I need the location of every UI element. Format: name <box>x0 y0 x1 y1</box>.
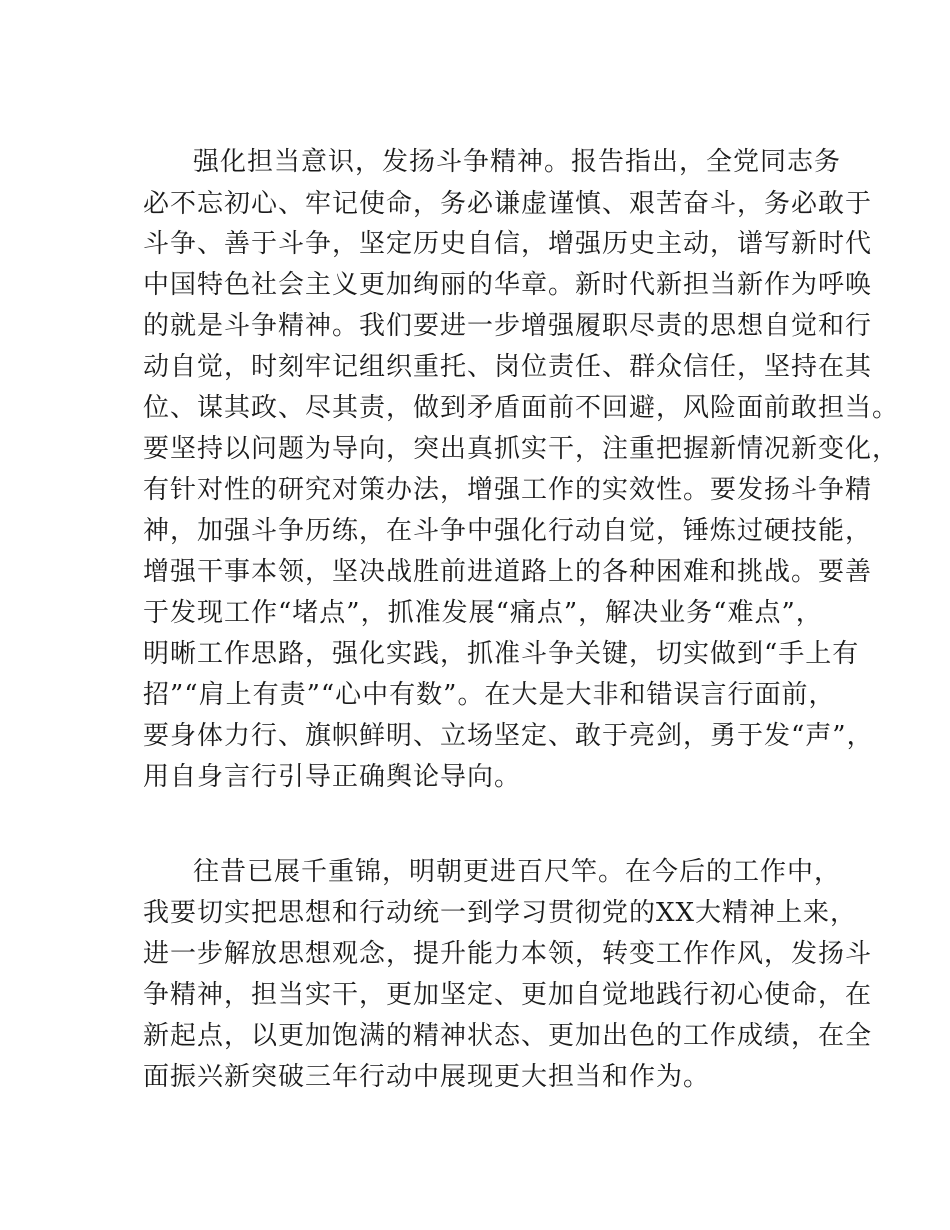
text-line: 进一步解放思想观念，提升能力本领，转变工作作风，发扬斗 <box>143 939 873 969</box>
text-line: 神，加强斗争历练，在斗争中强化行动自觉，锤炼过硬技能， <box>143 516 873 546</box>
text-line: 的就是斗争精神。我们要进一步增强履职尽责的思想自觉和行 <box>143 311 873 341</box>
text-line: 要坚持以问题为导向，突出真抓实干，注重把握新情况新变化， <box>143 434 900 464</box>
text-line: 有针对性的研究对策办法，增强工作的实效性。要发扬斗争精 <box>143 475 873 505</box>
text-line: 招”“肩上有责”“心中有数”。在大是大非和错误言行面前， <box>143 680 836 710</box>
text-line: 新起点，以更加饱满的精神状态、更加出色的工作成绩，在全 <box>143 1021 873 1051</box>
text-line: 争精神，担当实干，更加坚定、更加自觉地践行初心使命，在 <box>143 980 873 1010</box>
text-line: 面振兴新突破三年行动中展现更大担当和作为。 <box>143 1062 711 1092</box>
text-line: 往昔已展千重锦，明朝更进百尺竿。在今后的工作中， <box>193 857 842 887</box>
text-line: 必不忘初心、牢记使命，务必谦虚谨慎、艰苦奋斗，务必敢于 <box>143 189 873 219</box>
text-line: 增强干事本领，坚决战胜前进道路上的各种困难和挑战。要善 <box>143 557 873 587</box>
text-line: 要身体力行、旗帜鲜明、立场坚定、敢于亮剑，勇于发“声”， <box>143 721 874 751</box>
text-line: 用自身言行引导正确舆论导向。 <box>143 762 522 792</box>
text-line: 于发现工作“堵点”，抓准发展“痛点”，解决业务“难点”， <box>143 598 823 628</box>
text-line: 位、谋其政、尽其责，做到矛盾面前不回避，风险面前敢担当。 <box>143 393 900 423</box>
text-line: 中国特色社会主义更加绚丽的华章。新时代新担当新作为呼唤 <box>143 270 873 300</box>
text-line: 我要切实把思想和行动统一到学习贯彻党的XX大精神上来， <box>143 898 858 928</box>
text-line: 强化担当意识，发扬斗争精神。报告指出，全党同志务 <box>193 147 842 177</box>
text-line: 斗争、善于斗争，坚定历史自信，增强历史主动，谱写新时代 <box>143 229 873 259</box>
text-line: 明晰工作思路，强化实践，抓准斗争关键，切实做到“手上有 <box>143 639 860 669</box>
text-line: 动自觉，时刻牢记组织重托、岗位责任、群众信任，坚持在其 <box>143 352 873 382</box>
